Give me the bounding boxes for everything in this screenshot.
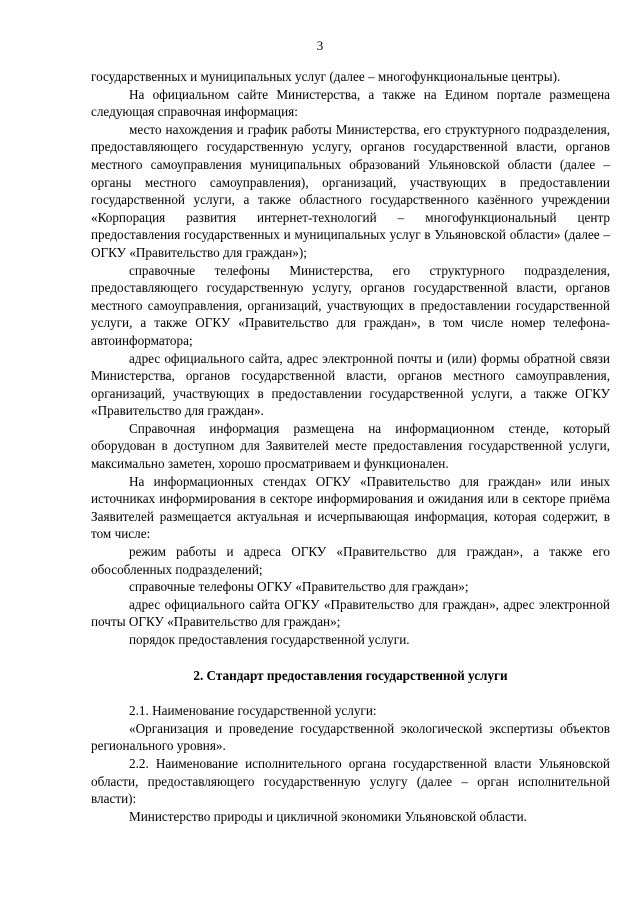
paragraph: На информационных стендах ОГКУ «Правительство для граждан» или иных источниках информирования в секторе информирования и ожидания или в секторе приёма Заявителей размещается актуальная и исчерпывающая информация, которая содержит, в том числе: (91, 473, 610, 542)
paragraph: место нахождения и график работы Министерства, его структурного подразделения, предоставляющего государственную услугу, органов государственной власти, органов местного самоуправления муниципальных образований Ульяновской области (далее – органы местного самоуправления), организаций, участвующих в предоставлении государственной услуги, а также областного государственного казённого учреждении «Корпорация развития интернет-технологий – многофункциональный центр предоставления государственных и муниципальных услуг в Ульяновской области» (далее – ОГКУ «Правительство для граждан»); (91, 121, 610, 260)
paragraph: На официальном сайте Министерства, а также на Едином портале размещена следующая справочная информация: (91, 86, 610, 120)
paragraph: справочные телефоны ОГКУ «Правительство для граждан»; (129, 579, 469, 595)
paragraph: Справочная информация размещена на информационном стенде, который оборудован в доступном для Заявителей месте предоставления государственной услуги, максимально заметен, хорошо просматриваем и функционален. (91, 420, 610, 472)
document-body (91, 68, 610, 825)
paragraph: режим работы и адреса ОГКУ «Правительство для граждан», а также его обособленных подразделений; (91, 544, 610, 577)
paragraph: порядок предоставления государственной услуги. (129, 632, 410, 647)
paragraph: 2.1. Наименование государственной услуги: (129, 703, 377, 719)
section-title: 2. Стандарт предоставления государственной услуги (193, 667, 508, 683)
paragraph: адрес официального сайта ОГКУ «Правительство для граждан», адрес электронной почты ОГКУ «Правительство для граждан»; (91, 596, 610, 630)
paragraph: государственных и муниципальных услуг (далее – многофункциональные центры). (91, 69, 561, 84)
paragraph: «Организация и проведение государственной экологической экспертизы объектов регионального уровня». (91, 720, 610, 754)
paragraph: справочные телефоны Министерства, его структурного подразделения, предоставляющего государственную услугу, органов государственной власти, органов местного самоуправления, организаций, участвующих в предоставлении государственной услуги, а также ОГКУ «Правительство для граждан», в том числе номер телефона-автоинформатора; (91, 262, 610, 348)
paragraph: адрес официального сайта, адрес электронной почты и (или) формы обратной связи Министерства, органов государственной власти, органов местного самоуправления, организаций, участвующих в предоставлении государственной услуги, а также ОГКУ «Правительство для граждан». (91, 350, 610, 419)
paragraph: 2.2. Наименование исполнительного органа государственной власти Ульяновской области, предоставляющего государственную услугу (далее – орган исполнительной власти): (91, 755, 610, 807)
page-number: 3 (316, 38, 324, 53)
paragraph: Министерство природы и цикличной экономики Ульяновской области. (129, 808, 527, 824)
